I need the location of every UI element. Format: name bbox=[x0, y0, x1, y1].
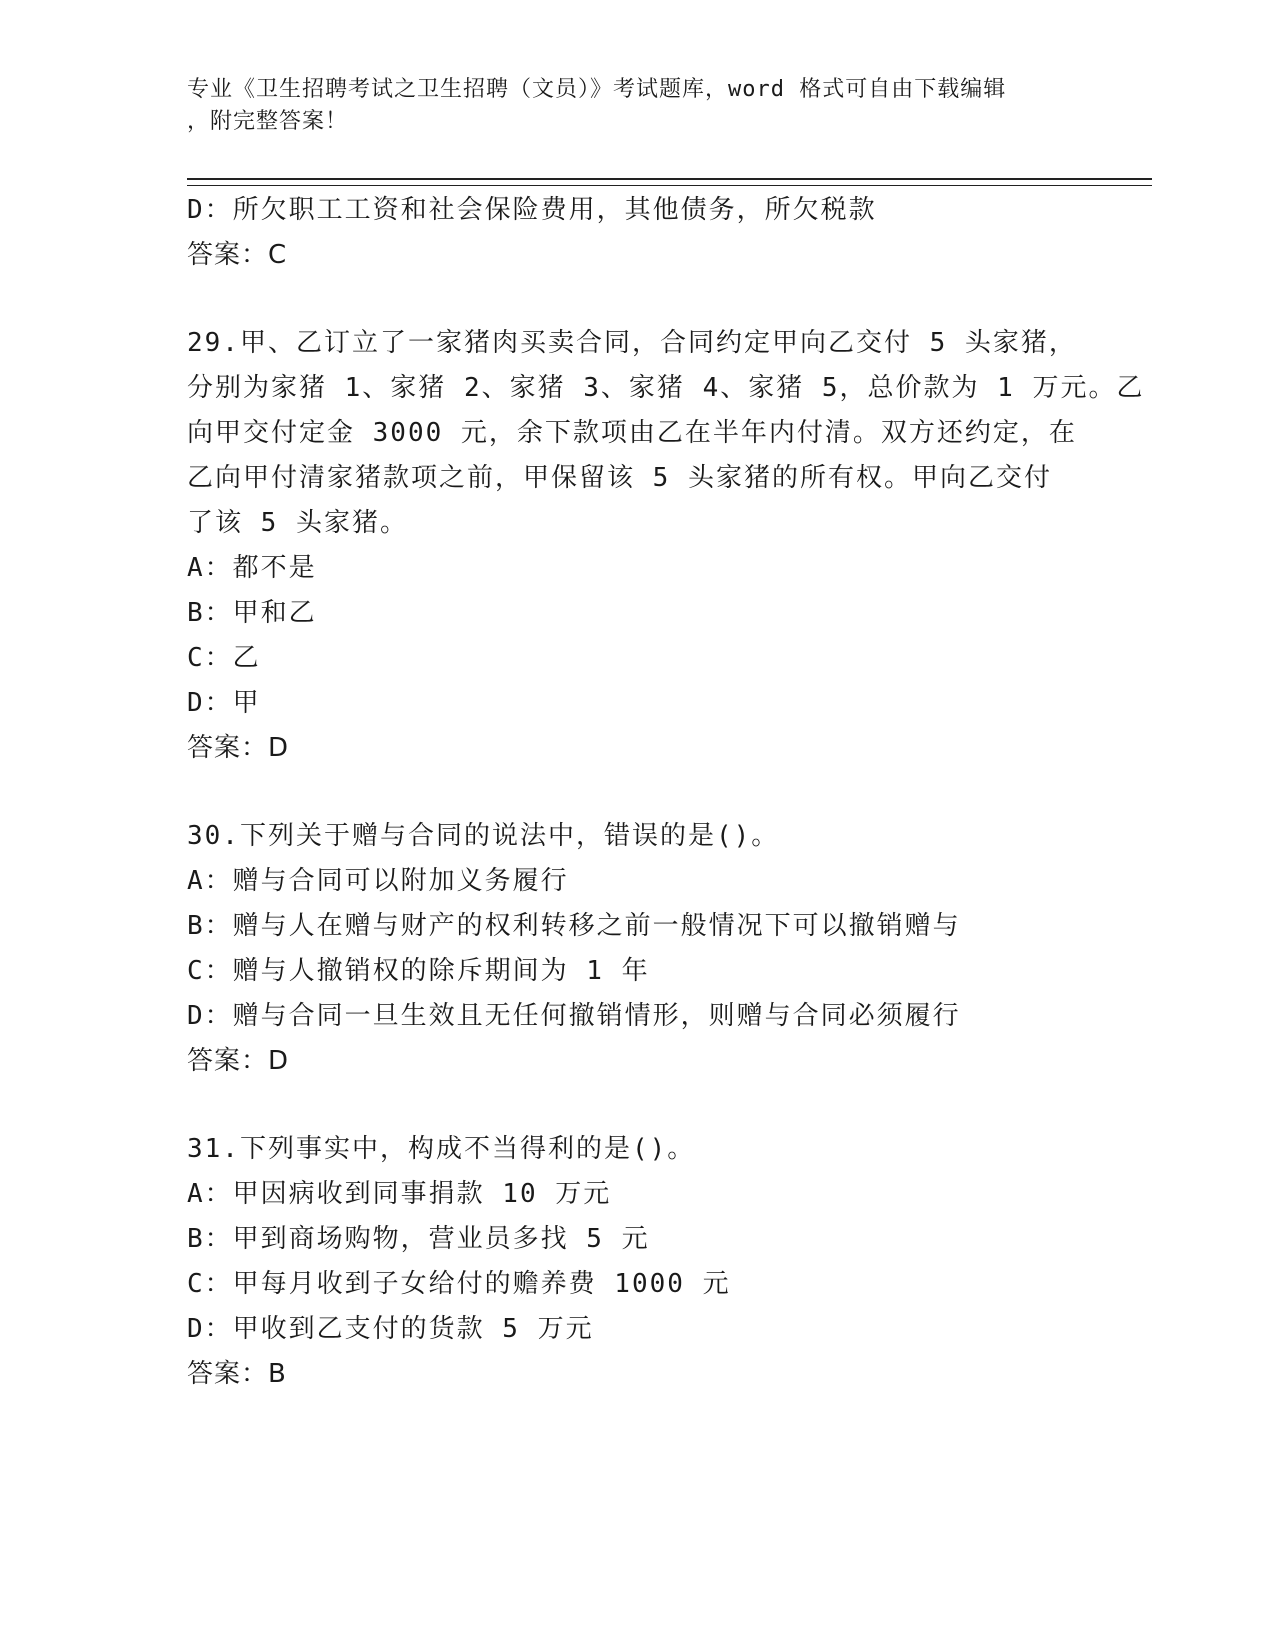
q30-option-b: B：赠与人在赠与财产的权利转移之前一般情况下可以撤销赠与 bbox=[187, 911, 961, 941]
header-line-1: 专业《卫生招聘考试之卫生招聘（文员）》考试题库，word 格式可自由下载编辑 bbox=[187, 77, 1007, 102]
q29-stem-line: 分别为家猪 1、家猪 2、家猪 3、家猪 4、家猪 5，总价款为 1 万元。乙 bbox=[187, 373, 1145, 403]
spacer bbox=[187, 771, 1087, 814]
question-30 bbox=[187, 814, 1087, 1084]
spacer bbox=[187, 278, 1087, 321]
q30-option-d: D：赠与合同一旦生效且无任何撤销情形，则赠与合同必须履行 bbox=[187, 1001, 961, 1031]
q30-option-a: A：赠与合同可以附加义务履行 bbox=[187, 866, 569, 896]
q31-option-d: D：甲收到乙支付的货款 5 万元 bbox=[187, 1314, 594, 1344]
q30-option-c: C：赠与人撤销权的除斥期间为 1 年 bbox=[187, 956, 650, 986]
q29-stem-line: 乙向甲付清家猪款项之前，甲保留该 5 头家猪的所有权。甲向乙交付 bbox=[187, 463, 1052, 493]
q29-stem-line: 了该 5 头家猪。 bbox=[187, 508, 408, 538]
prev-option-d: D：所欠职工工资和社会保险费用，其他债务，所欠税款 bbox=[187, 195, 877, 225]
q30-stem: 30.下列关于赠与合同的说法中，错误的是()。 bbox=[187, 821, 780, 851]
spacer bbox=[187, 1084, 1087, 1127]
prev-answer: 答案：C bbox=[187, 240, 288, 270]
q30-answer: 答案：D bbox=[187, 1046, 290, 1076]
q31-option-a: A：甲因病收到同事捐款 10 万元 bbox=[187, 1179, 612, 1209]
question-31 bbox=[187, 1127, 1087, 1397]
q31-stem: 31.下列事实中，构成不当得利的是()。 bbox=[187, 1134, 696, 1164]
q29-answer: 答案：D bbox=[187, 733, 290, 763]
question-29 bbox=[187, 321, 1145, 771]
q29-option-b: B：甲和乙 bbox=[187, 598, 317, 628]
question-content bbox=[187, 188, 1145, 1397]
q29-option-a: A：都不是 bbox=[187, 553, 317, 583]
q29-option-c: C：乙 bbox=[187, 643, 261, 673]
q31-option-b: B：甲到商场购物，营业员多找 5 元 bbox=[187, 1224, 650, 1254]
page-header bbox=[187, 74, 1067, 138]
q31-option-c: C：甲每月收到子女给付的赡养费 1000 元 bbox=[187, 1269, 731, 1299]
q29-stem-line: 向甲交付定金 3000 元，余下款项由乙在半年内付清。双方还约定，在 bbox=[187, 418, 1077, 448]
q29-option-d: D：甲 bbox=[187, 688, 261, 718]
header-line-2: ，附完整答案！ bbox=[187, 109, 349, 134]
q31-answer: 答案：B bbox=[187, 1359, 287, 1389]
q29-stem-line: 29.甲、乙订立了一家猪肉买卖合同，合同约定甲向乙交付 5 头家猪， bbox=[187, 328, 1077, 358]
header-divider bbox=[187, 178, 1152, 186]
